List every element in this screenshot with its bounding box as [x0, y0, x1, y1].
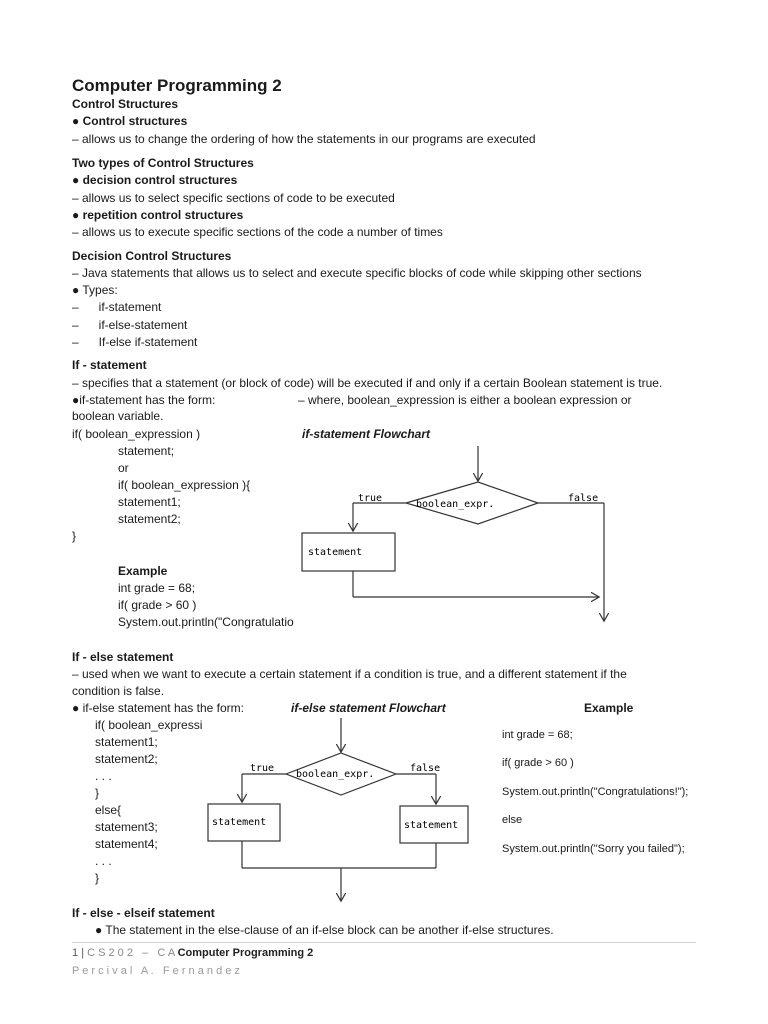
bullet-repetition: ● repetition control structures — [72, 208, 244, 222]
if-else-example-heading: Example — [584, 701, 634, 715]
if-code-line: if( boolean_expression ) — [72, 427, 201, 441]
decision-desc: – allows us to select specific sections of code to be executed — [72, 191, 395, 205]
if-else-code-line: } — [95, 871, 100, 885]
if-flowchart-title: if-statement Flowchart — [302, 427, 431, 441]
footer-author: P e r c i v a l A . F e r n a n d e z — [72, 965, 240, 977]
if-else-false-label: false — [410, 763, 441, 774]
if-condition-label: boolean_expr. — [416, 499, 495, 510]
if-code-line: statement2; — [118, 512, 181, 526]
if-desc: – specifies that a statement (or block of code) will be executed if and only if a certain Boolean statement is true. — [72, 376, 663, 390]
decision-control-desc: – Java statements that allows us to select and execute specific blocks of code while skipping other sections — [72, 266, 642, 280]
if-false-label: false — [568, 493, 599, 504]
if-form-label: ●if-statement has the form: — [72, 393, 216, 407]
repetition-desc: – allows us to execute specific sections of the code a number of times — [72, 225, 443, 239]
if-code-line: if( boolean_expression ){ — [118, 478, 251, 492]
type-item: – if-statement — [72, 300, 162, 314]
footer-course-code: C S 2 0 2 – C A — [87, 947, 175, 959]
if-example-line: if( grade > 60 ) — [118, 598, 197, 612]
footer-course-title: Computer Programming 2 — [177, 947, 314, 959]
footer-divider — [72, 942, 696, 943]
type-item: – if-else-statement — [72, 318, 188, 332]
if-statement-label: statement — [308, 547, 363, 558]
if-else-example-line: else — [502, 814, 523, 826]
if-else-code-line: if( boolean_expressi — [95, 718, 203, 732]
page-title: Computer Programming 2 — [72, 76, 282, 95]
if-else-condition-label: boolean_expr. — [296, 769, 375, 780]
if-else-example-line: System.out.println("Sorry you failed"); — [502, 843, 685, 855]
section-heading-if-else-elseif: If - else - elseif statement — [72, 906, 215, 920]
if-where-line1: – where, boolean_expression is either a boolean expression or — [298, 393, 632, 407]
section-heading-control-structures: Control Structures — [72, 97, 179, 111]
if-else-code-line: statement2; — [95, 752, 158, 766]
section-heading-if: If - statement — [72, 358, 147, 372]
if-else-true-label: true — [250, 763, 275, 774]
if-else-flowchart-title: if-else statement Flowchart — [291, 701, 446, 715]
if-else-code-line: statement3; — [95, 820, 158, 834]
if-code-line: } — [72, 529, 77, 543]
if-example-line: int grade = 68; — [118, 581, 196, 595]
section-heading-if-else: If - else statement — [72, 650, 174, 664]
footer-page-number: 1 — [72, 947, 79, 959]
if-else-form-label: ● if-else statement has the form: — [72, 701, 244, 715]
if-code-line: statement; — [118, 444, 175, 458]
if-else-statement-right-label: statement — [404, 820, 459, 831]
if-code-line: or — [118, 461, 129, 475]
section-heading-two-types: Two types of Control Structures — [72, 156, 254, 170]
if-else-example-line: int grade = 68; — [502, 729, 573, 741]
if-else-statement-left-label: statement — [212, 817, 267, 828]
bullet-decision: ● decision control structures — [72, 173, 238, 187]
if-example-heading: Example — [118, 564, 168, 578]
if-where-line2: boolean variable. — [72, 409, 164, 423]
footer-separator: | — [81, 947, 85, 959]
if-else-code-line: . . . — [95, 769, 112, 783]
if-flowchart — [296, 442, 616, 632]
if-else-example-line: if( grade > 60 ) — [502, 757, 574, 769]
bullet-control-structures: ● Control structures — [72, 114, 188, 128]
if-else-desc2: condition is false. — [72, 684, 165, 698]
if-else-code-line: else{ — [95, 803, 122, 817]
control-structures-desc: – allows us to change the ordering of how the statements in our programs are executed — [72, 132, 536, 146]
if-else-flowchart — [206, 716, 478, 906]
if-else-code-line: statement1; — [95, 735, 158, 749]
if-true-label: true — [358, 493, 383, 504]
type-item: – If-else if-statement — [72, 335, 198, 349]
if-else-example-line: System.out.println("Congratulations!"); — [502, 786, 689, 798]
if-else-desc1: – used when we want to execute a certain statement if a condition is true, and a different statement if the — [72, 667, 627, 681]
if-example-line: System.out.println("Congratulatio — [118, 615, 294, 629]
if-else-code-line: } — [95, 786, 100, 800]
if-else-code-line: statement4; — [95, 837, 158, 851]
section-heading-decision: Decision Control Structures — [72, 249, 232, 263]
if-else-elseif-desc: ● The statement in the else-clause of an if-else block can be another if-else structures. — [95, 923, 554, 937]
if-else-code-line: . . . — [95, 854, 112, 868]
if-code-line: statement1; — [118, 495, 181, 509]
types-label: ● Types: — [72, 283, 118, 297]
footer — [72, 946, 313, 960]
